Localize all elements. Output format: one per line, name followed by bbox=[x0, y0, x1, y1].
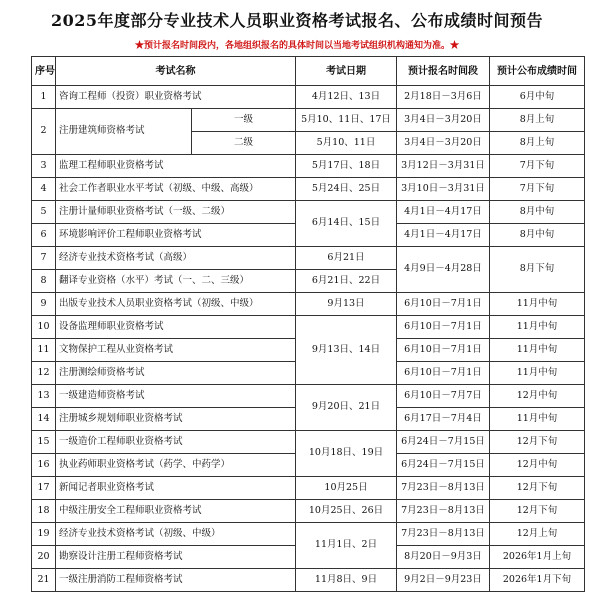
table-header-row bbox=[32, 57, 585, 86]
exam-name: 一级造价工程师职业资格考试 bbox=[56, 431, 296, 454]
registration-period: 6月10日－7月1日 bbox=[397, 339, 490, 362]
header-exam-name: 考试名称 bbox=[56, 57, 296, 86]
table-row bbox=[32, 109, 585, 132]
row-no: 7 bbox=[32, 247, 56, 270]
exam-name: 文物保护工程从业资格考试 bbox=[56, 339, 296, 362]
exam-date: 5月10、11日 bbox=[296, 132, 397, 155]
header-results: 预计公布成绩时间 bbox=[490, 57, 585, 86]
exam-name: 注册建筑师资格考试 bbox=[56, 109, 192, 155]
exam-name: 经济专业技术资格考试（初级、中级） bbox=[56, 523, 296, 546]
exam-date: 5月17日、18日 bbox=[296, 155, 397, 178]
row-no: 2 bbox=[32, 109, 56, 155]
registration-period: 3月10日－3月31日 bbox=[397, 178, 490, 201]
row-no: 16 bbox=[32, 454, 56, 477]
exam-name: 咨询工程师（投资）职业资格考试 bbox=[56, 86, 296, 109]
results-time: 11月中旬 bbox=[490, 293, 585, 316]
results-time: 8月上旬 bbox=[490, 109, 585, 132]
table-row bbox=[32, 247, 585, 270]
table-row bbox=[32, 178, 585, 201]
exam-date: 11月8日、9日 bbox=[296, 569, 397, 592]
results-time: 8月中旬 bbox=[490, 201, 585, 224]
results-time: 12月下旬 bbox=[490, 477, 585, 500]
row-no: 17 bbox=[32, 477, 56, 500]
row-no: 4 bbox=[32, 178, 56, 201]
exam-name: 新闻记者职业资格考试 bbox=[56, 477, 296, 500]
registration-period: 9月2日－9月23日 bbox=[397, 569, 490, 592]
exam-date: 5月10、11日、17日 bbox=[296, 109, 397, 132]
registration-period: 7月23日－8月13日 bbox=[397, 523, 490, 546]
exam-date: 4月12日、13日 bbox=[296, 86, 397, 109]
exam-date: 10月25日、26日 bbox=[296, 500, 397, 523]
registration-period: 6月24日－7月15日 bbox=[397, 454, 490, 477]
registration-period: 3月4日－3月20日 bbox=[397, 132, 490, 155]
exam-name: 翻译专业资格（水平）考试（一、二、三级） bbox=[56, 270, 296, 293]
table-row bbox=[32, 293, 585, 316]
results-time: 12月下旬 bbox=[490, 500, 585, 523]
exam-date: 9月13日、14日 bbox=[296, 316, 397, 385]
registration-period: 4月9日－4月28日 bbox=[397, 247, 490, 293]
table-row bbox=[32, 523, 585, 546]
results-time: 11月中旬 bbox=[490, 339, 585, 362]
exam-date: 6月14日、15日 bbox=[296, 201, 397, 247]
table-row bbox=[32, 500, 585, 523]
row-no: 8 bbox=[32, 270, 56, 293]
row-no: 14 bbox=[32, 408, 56, 431]
header-no: 序号 bbox=[32, 57, 56, 86]
table-row bbox=[32, 569, 585, 592]
exam-name: 环境影响评价工程师职业资格考试 bbox=[56, 224, 296, 247]
registration-period: 4月1日－4月17日 bbox=[397, 201, 490, 224]
exam-level: 一级 bbox=[192, 109, 296, 132]
registration-period: 4月1日－4月17日 bbox=[397, 224, 490, 247]
exam-name: 一级建造师资格考试 bbox=[56, 385, 296, 408]
results-time: 8月下旬 bbox=[490, 247, 585, 293]
exam-name: 执业药师职业资格考试（药学、中药学） bbox=[56, 454, 296, 477]
exam-name: 勘察设计注册工程师资格考试 bbox=[56, 546, 296, 569]
results-time: 11月中旬 bbox=[490, 408, 585, 431]
results-time: 11月中旬 bbox=[490, 362, 585, 385]
registration-period: 6月10日－7月7日 bbox=[397, 385, 490, 408]
row-no: 9 bbox=[32, 293, 56, 316]
exam-name: 出版专业技术人员职业资格考试（初级、中级） bbox=[56, 293, 296, 316]
exam-schedule-table bbox=[31, 56, 585, 592]
table-row bbox=[32, 316, 585, 339]
results-time: 8月上旬 bbox=[490, 132, 585, 155]
table-row bbox=[32, 385, 585, 408]
exam-date: 5月24日、25日 bbox=[296, 178, 397, 201]
table-row bbox=[32, 86, 585, 109]
table-row bbox=[32, 155, 585, 178]
registration-period: 7月23日－8月13日 bbox=[397, 477, 490, 500]
exam-date: 10月25日 bbox=[296, 477, 397, 500]
exam-date: 6月21日、22日 bbox=[296, 270, 397, 293]
exam-date: 9月20日、21日 bbox=[296, 385, 397, 431]
row-no: 20 bbox=[32, 546, 56, 569]
registration-period: 8月20日－9月3日 bbox=[397, 546, 490, 569]
exam-name: 中级注册安全工程师职业资格考试 bbox=[56, 500, 296, 523]
row-no: 1 bbox=[32, 86, 56, 109]
table-row bbox=[32, 201, 585, 224]
row-no: 12 bbox=[32, 362, 56, 385]
registration-period: 6月10日－7月1日 bbox=[397, 316, 490, 339]
results-time: 7月下旬 bbox=[490, 178, 585, 201]
exam-name: 社会工作者职业水平考试（初级、中级、高级） bbox=[56, 178, 296, 201]
table-row bbox=[32, 431, 585, 454]
registration-period: 6月24日－7月15日 bbox=[397, 431, 490, 454]
exam-name: 经济专业技术资格考试（高级） bbox=[56, 247, 296, 270]
results-time: 8月中旬 bbox=[490, 224, 585, 247]
exam-name: 设备监理师职业资格考试 bbox=[56, 316, 296, 339]
registration-period: 3月4日－3月20日 bbox=[397, 109, 490, 132]
exam-date: 10月18日、19日 bbox=[296, 431, 397, 477]
row-no: 10 bbox=[32, 316, 56, 339]
exam-date: 9月13日 bbox=[296, 293, 397, 316]
row-no: 19 bbox=[32, 523, 56, 546]
row-no: 5 bbox=[32, 201, 56, 224]
results-time: 11月中旬 bbox=[490, 316, 585, 339]
registration-period: 6月10日－7月1日 bbox=[397, 362, 490, 385]
exam-name: 注册计量师职业资格考试（一级、二级） bbox=[56, 201, 296, 224]
registration-period: 2月18日－3月6日 bbox=[397, 86, 490, 109]
registration-period: 3月12日－3月31日 bbox=[397, 155, 490, 178]
registration-period: 6月10日－7月1日 bbox=[397, 293, 490, 316]
row-no: 13 bbox=[32, 385, 56, 408]
registration-period: 7月23日－8月13日 bbox=[397, 500, 490, 523]
exam-date: 6月21日 bbox=[296, 247, 397, 270]
results-time: 2026年1月下旬 bbox=[490, 569, 585, 592]
results-time: 12月中旬 bbox=[490, 385, 585, 408]
results-time: 6月中旬 bbox=[490, 86, 585, 109]
row-no: 15 bbox=[32, 431, 56, 454]
exam-name: 一级注册消防工程师资格考试 bbox=[56, 569, 296, 592]
exam-name: 注册城乡规划师职业资格考试 bbox=[56, 408, 296, 431]
row-no: 6 bbox=[32, 224, 56, 247]
results-time: 7月下旬 bbox=[490, 155, 585, 178]
row-no: 3 bbox=[32, 155, 56, 178]
header-exam-date: 考试日期 bbox=[296, 57, 397, 86]
exam-level: 二级 bbox=[192, 132, 296, 155]
row-no: 21 bbox=[32, 569, 56, 592]
exam-date: 11月1日、2日 bbox=[296, 523, 397, 569]
exam-name: 注册测绘师资格考试 bbox=[56, 362, 296, 385]
table-row bbox=[32, 477, 585, 500]
page-title: 2025年度部分专业技术人员职业资格考试报名、公布成绩时间预告 bbox=[50, 11, 544, 30]
results-time: 12月上旬 bbox=[490, 523, 585, 546]
header-registration: 预计报名时间段 bbox=[397, 57, 490, 86]
exam-name: 监理工程师职业资格考试 bbox=[56, 155, 296, 178]
results-time: 2026年1月上旬 bbox=[490, 546, 585, 569]
row-no: 18 bbox=[32, 500, 56, 523]
row-no: 11 bbox=[32, 339, 56, 362]
registration-period: 6月17日－7月4日 bbox=[397, 408, 490, 431]
notice-text: ★预计报名时间段内，各地组织报名的具体时间以当地考试组织机构通知为准。★ bbox=[134, 41, 459, 51]
results-time: 12月中旬 bbox=[490, 454, 585, 477]
results-time: 12月下旬 bbox=[490, 431, 585, 454]
